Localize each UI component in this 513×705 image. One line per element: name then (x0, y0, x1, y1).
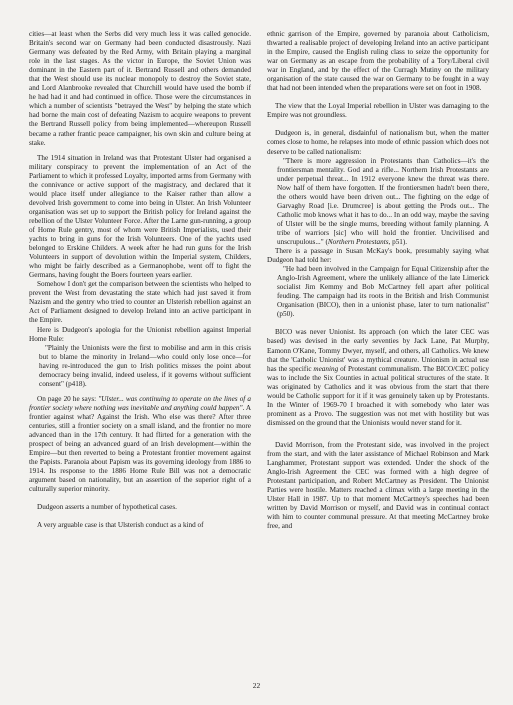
right-column (267, 30, 489, 531)
paragraph: The 1914 situation in Ireland was that Protestant Ulster had organised a military conspiracy to prevent the implementation of an Act of the Parliament to which it professed Loyalty, imported arms from Germany with the connivance or active support of the magistracy, and declared that it would place itself under allegiance to the Kaiser rather than allow a devolved Irish government to come into being in Ulster. An Irish Volunteer organisation was set up to support the British policy for Ireland against the rebellion of the Ulster Volunteer Force. After the Larne gun-running, a group of Home Rule gentry, most of whom were British Imperialists, used their yachts to bring in guns for the Irish Volunteers. One of the yachts used belonged to Erskine Childers. A week after he had run guns for the Irish Volunteers in support of devolution within the Imperial system, Childers, who might be fairly described as a Germanophobe, went off to fight the Germans, having fought the Boers fourteen years earlier. (29, 153, 251, 280)
text-columns (29, 30, 489, 531)
page-number: 22 (252, 681, 261, 690)
italic-word: meaning (313, 364, 339, 373)
text-run: "There is more aggression in Protestants than Catholics—it's the frontiersman mentality. God and a rifle... Northern Irish Protestants are under perpetual threat... In 1912 everyone knew the threat was there. Now half of them have forgotten. If the frontiersmen hadn't been there, the others would have been driven out... The fighting on the edge of Garvaghy Road [i.e. Drumcree] is about getting the Prods out... The Catholic mob knows what it has to do... In an odd way, maybe the saving of Ulster will be the single mums, breeding without family planning. A tribe of warriors [sic] who will hold the frontier. Uncivilised and unscrupulous..." ( (277, 156, 489, 246)
text-run: BICO was never Unionist. Its approach (on which the later CEC was based) was devised in the early seventies by Jack Lane, Pat Murphy, Eamonn O'Kane, Tommy Dwyer, myself, and others, all Catholics. We knew that the 'Catholic Unionist' was a mythical creature. Unionism in actual use has the specific (267, 328, 489, 373)
paragraph: David Morrison, from the Protestant side, was involved in the project from the start, and with the later assistance of Michael Robinson and Mark Langhammer, Protestant support was extended. Under the shock of the Anglo-Irish Agreement the CEC was formed with a high degree of Protestant participation, and Robert McCartney as President. The Unionist Parties were hostile. Matters reached a climax with a large meeting in the Ulster Hall in 1987. Up to that moment McCartney's speeches had been written by David Morrison or myself, and David was in continual contact with him to counter communal pressure. At that meeting McCartney broke free, and (267, 440, 489, 531)
paragraph: There is a passage in Susan McKay's book, presumably saying what Dudgeon had told her: (267, 247, 489, 265)
text-run: . A frontier against what? Against the Irish. Who else was there? After three centuries, still a frontier society on a small island, and the frontier no more advanced than in the 17th century. It had flirted for a generation with the prospect of being an advanced guard of an Irish development—within the Empire—but then reverted to being a Protestant frontier movement against the Papists. Paranoia about Papism was its governing ideology from 1886 to 1914. Its response to the 1886 Home Rule Bill was not a democratic argument based on nationality, but an assertion of the superior right of a culturally superior minority. (29, 403, 252, 494)
paragraph: Here is Dudgeon's apologia for the Unionist rebellion against Imperial Home Rule: (29, 325, 251, 343)
italic-quote: "Ulster... was continuing to operate on the lines of a frontier society where nothing was inevitable and anything could happen" (29, 394, 251, 412)
block-quote (277, 157, 489, 247)
paragraph (29, 395, 251, 495)
text-run: of Protestant communalism. The BICO/CEC policy was to include the Six Counties in actual political structures of the state. It was originated by Catholics and it was obvious from the start that there would be Catholic support for it if it was genuinely taken up by Protestants. In the Winter of 1969-70 I broached it with somebody who later was prominent as a Provo. The suggestion was not met with hostility but was dismissed on the ground that the Unionists would never stand for it. (267, 364, 489, 427)
paragraph: Dudgeon is, in general, disdainful of nationalism but, when the matter comes close to home, he relapses into mode of ethnic passion which does not deserve to be called nationalism: (267, 129, 489, 156)
paragraph (267, 328, 489, 428)
paragraph: The view that the Loyal Imperial rebellion in Ulster was damaging to the Empire was not groundless. (267, 102, 489, 120)
paragraph: Somehow I don't get the comparison between the scientists who helped to prevent the West from devastating the state which had just saved it from Nazism and the gentry who tried to counter an Ulsterish rebellion against an Act of Parliament designed to develop Ireland into an active participant in the Empire. (29, 280, 251, 325)
paragraph: Dudgeon asserts a number of hypothetical cases. (37, 503, 177, 512)
text-run: , p51). (388, 237, 408, 246)
block-quote: "Plainly the Unionists were the first to mobilise and arm in this crisis but to blame the minority in Ireland—who could only lose once—for having re-introduced the gun to Irish politics misses the point about democracy being invalid, indeed useless, if it governs without sufficient consent" (p418). (39, 343, 251, 388)
block-quote: "He had been involved in the Campaign for Equal Citizenship after the Anglo-Irish Agreement, where the unlikely alliance of the late Limerick socialist Jim Kemmy and Bob McCartney fell apart after political feuding. The campaign had its roots in the British and Irish Communist Organisation (BICO), then in a unionist phase, later to turn nationalist" (p50). (277, 265, 489, 319)
italic-title: Northern Protestants (327, 237, 389, 246)
text-run: On page 20 he says: (37, 394, 99, 403)
paragraph: cities—at least when the Serbs did very much less it was called genocide. Britain's second war on Germany had been conducted disastrously. Nazi Germany was defeated by the Red Army, with Britain playing a marginal role in the last stages. As the victor in Europe, the Soviet Union was dominant in the Eastern part of it. Bertrand Russell and others demanded that the West should use its nuclear monopoly to destroy the Soviet state, and Lord Alanbrooke revealed that Churchill would have used the bomb if he had had it and had continued in office. Those were the circumstances in which a number of scientists "betrayed the West" by helping the state which had borne the main cost of defeating Nazism to acquire weapons to prevent the Bertrand Russell policy from being implemented—whereupon Russell became a rather frantic peace campaigner, his own skin and culture being at stake. (29, 30, 251, 147)
paragraph: A very arguable case is that Ulsterish conduct as a kind of (37, 521, 204, 530)
paragraph: ethnic garrison of the Empire, governed by paranoia about Catholicism, thwarted a realisable project of developing Ireland into an active participant in the Empire, caused the English ruling class to seize the opportunity for war on Germany as an escape from the probability of a Tory/Liberal civil war in England, and by the effect of the Curragh Mutiny on the military organisation of the state caused the war on Germany to be fought in a way that had not been intended when the preparations were set on foot in 1908. (267, 30, 489, 93)
left-column (29, 30, 251, 531)
